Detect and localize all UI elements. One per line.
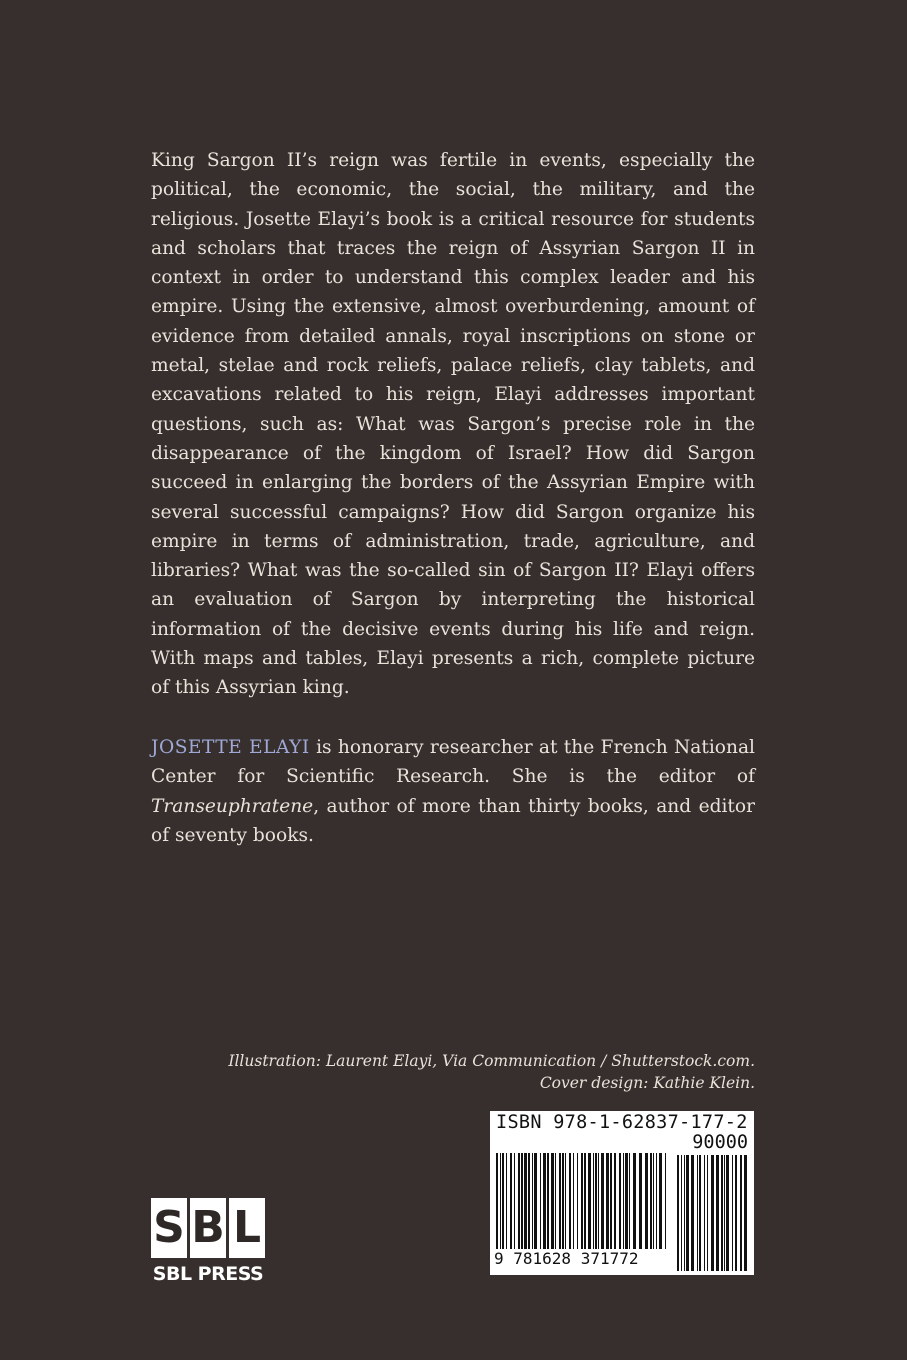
barcode-bar	[588, 1153, 591, 1249]
barcode-bar	[496, 1153, 498, 1249]
barcode-bar	[721, 1155, 723, 1271]
illustration-credit: Illustration: Laurent Elayi, Via Communication / Shutterstock.com.	[228, 1052, 755, 1070]
barcode-bar	[500, 1153, 501, 1249]
barcode-bar	[629, 1153, 630, 1249]
barcode-bar	[686, 1155, 689, 1271]
barcode-bar	[528, 1153, 530, 1249]
barcode-bar	[623, 1153, 624, 1249]
barcode-bar	[684, 1155, 685, 1271]
logo-publisher-name: SBL PRESS	[152, 1263, 264, 1285]
author-bio	[151, 733, 755, 850]
barcode-bar	[524, 1153, 527, 1249]
isbn-number: ISBN 978-1-62837-177-2	[496, 1112, 748, 1133]
logo-letter-s: S	[151, 1198, 187, 1258]
barcode-bar	[639, 1153, 642, 1249]
barcode-bar	[573, 1153, 574, 1249]
barcode-bar	[691, 1155, 694, 1271]
barcode-bar	[543, 1153, 546, 1249]
ean-barcode-bars	[496, 1153, 668, 1249]
barcode-bar	[735, 1155, 737, 1271]
barcode-bar	[601, 1153, 604, 1249]
barcode-bar	[598, 1153, 599, 1249]
barcode-bar	[555, 1153, 556, 1249]
barcode-bar	[716, 1155, 719, 1271]
barcode-bar	[521, 1153, 523, 1249]
barcode-bar	[681, 1155, 682, 1271]
cover-design-credit: Cover design: Kathie Klein.	[539, 1074, 755, 1092]
barcode-bar	[707, 1155, 708, 1271]
barcode-bar	[699, 1155, 701, 1271]
bio-text-part-2: , author of more than thirty books, and editor of seventy books.	[151, 795, 755, 846]
barcode-bar	[584, 1153, 586, 1249]
barcode-bar	[547, 1153, 549, 1249]
logo-letter-b: B	[190, 1198, 226, 1258]
barcode-bar	[740, 1155, 742, 1271]
barcode-bar	[619, 1153, 621, 1249]
barcode-bar	[540, 1153, 541, 1249]
barcode-bar	[510, 1153, 512, 1249]
logo-letter-l: L	[229, 1198, 265, 1258]
barcode-bar	[551, 1153, 554, 1249]
barcode-bar	[506, 1153, 507, 1249]
barcode-bar	[610, 1153, 612, 1249]
barcode-bar	[645, 1153, 648, 1249]
price-code: 90000	[692, 1132, 748, 1153]
barcode-bar	[726, 1155, 729, 1271]
barcode-bar	[665, 1153, 666, 1249]
barcode-bar	[656, 1153, 657, 1249]
barcode-bar	[532, 1153, 533, 1249]
barcode-bar	[614, 1153, 616, 1249]
barcode-bar	[697, 1155, 698, 1271]
barcode-bar	[650, 1153, 652, 1249]
barcode-bar	[595, 1153, 597, 1249]
barcode-bar	[711, 1155, 714, 1271]
barcode-bar	[514, 1153, 515, 1249]
barcode-bar	[518, 1153, 520, 1249]
barcode-bar	[606, 1153, 609, 1249]
barcode-bar	[677, 1155, 679, 1271]
logo-letter-boxes	[151, 1198, 265, 1258]
sbl-press-logo	[151, 1198, 265, 1286]
barcode-bar	[704, 1155, 705, 1271]
cover-credits	[228, 1050, 755, 1094]
author-name: JOSETTE ELAYI	[151, 737, 310, 758]
barcode-bar	[724, 1155, 725, 1271]
barcode-bar	[577, 1153, 578, 1249]
barcode-bar	[593, 1153, 594, 1249]
barcode-bar	[653, 1153, 654, 1249]
journal-title: Transeuphratene	[151, 795, 314, 817]
barcode-bar	[633, 1153, 636, 1249]
book-description: King Sargon II’s reign was fertile in events, especially the political, the economic, the social, the military, and the religious. Josette Elayi’s book is a critical resource for students and scholars that traces the reign of Assyrian Sargon II in context in order to understand this complex leader and his empire. Using the extensive, almost overburdening, amount of evidence from detailed annals, royal inscriptions on stone or metal, stelae and rock reliefs, palace reliefs, clay tablets, and excavations related to his reign, Elayi addresses important questions, such as: What was Sargon’s precise role in the disappearance of the kingdom of Israel? How did Sargon succeed in enlarging the borders of the Assyrian Empire with several successful campaigns? How did Sargon organize his empire in terms of administration, trade, agriculture, and libraries? What was the so-called sin of Sargon II? Elayi offers an evaluation of Sargon by interpreting the historical information of the decisive events during his life and reign. With maps and tables, Elayi presents a rich, complete picture of this Assyrian king.	[151, 150, 755, 699]
isbn-barcode	[490, 1111, 754, 1275]
barcode-bar	[562, 1153, 564, 1249]
barcode-bar	[502, 1153, 504, 1249]
barcode-bar	[565, 1153, 566, 1249]
barcode-bar	[625, 1153, 628, 1249]
ean-digits: 9 781628 371772	[494, 1249, 639, 1268]
barcode-bar	[732, 1155, 733, 1271]
barcode-bar	[534, 1153, 537, 1249]
bio-text-part-1: is honorary researcher at the French National Center for Scientific Research. She is the editor of	[151, 737, 755, 788]
barcode-bar	[569, 1153, 571, 1249]
barcode-bar	[559, 1153, 561, 1249]
barcode-bar	[581, 1153, 583, 1249]
addon-barcode-bars	[677, 1155, 747, 1271]
barcode-bar	[659, 1153, 662, 1249]
barcode-bar	[744, 1155, 747, 1271]
